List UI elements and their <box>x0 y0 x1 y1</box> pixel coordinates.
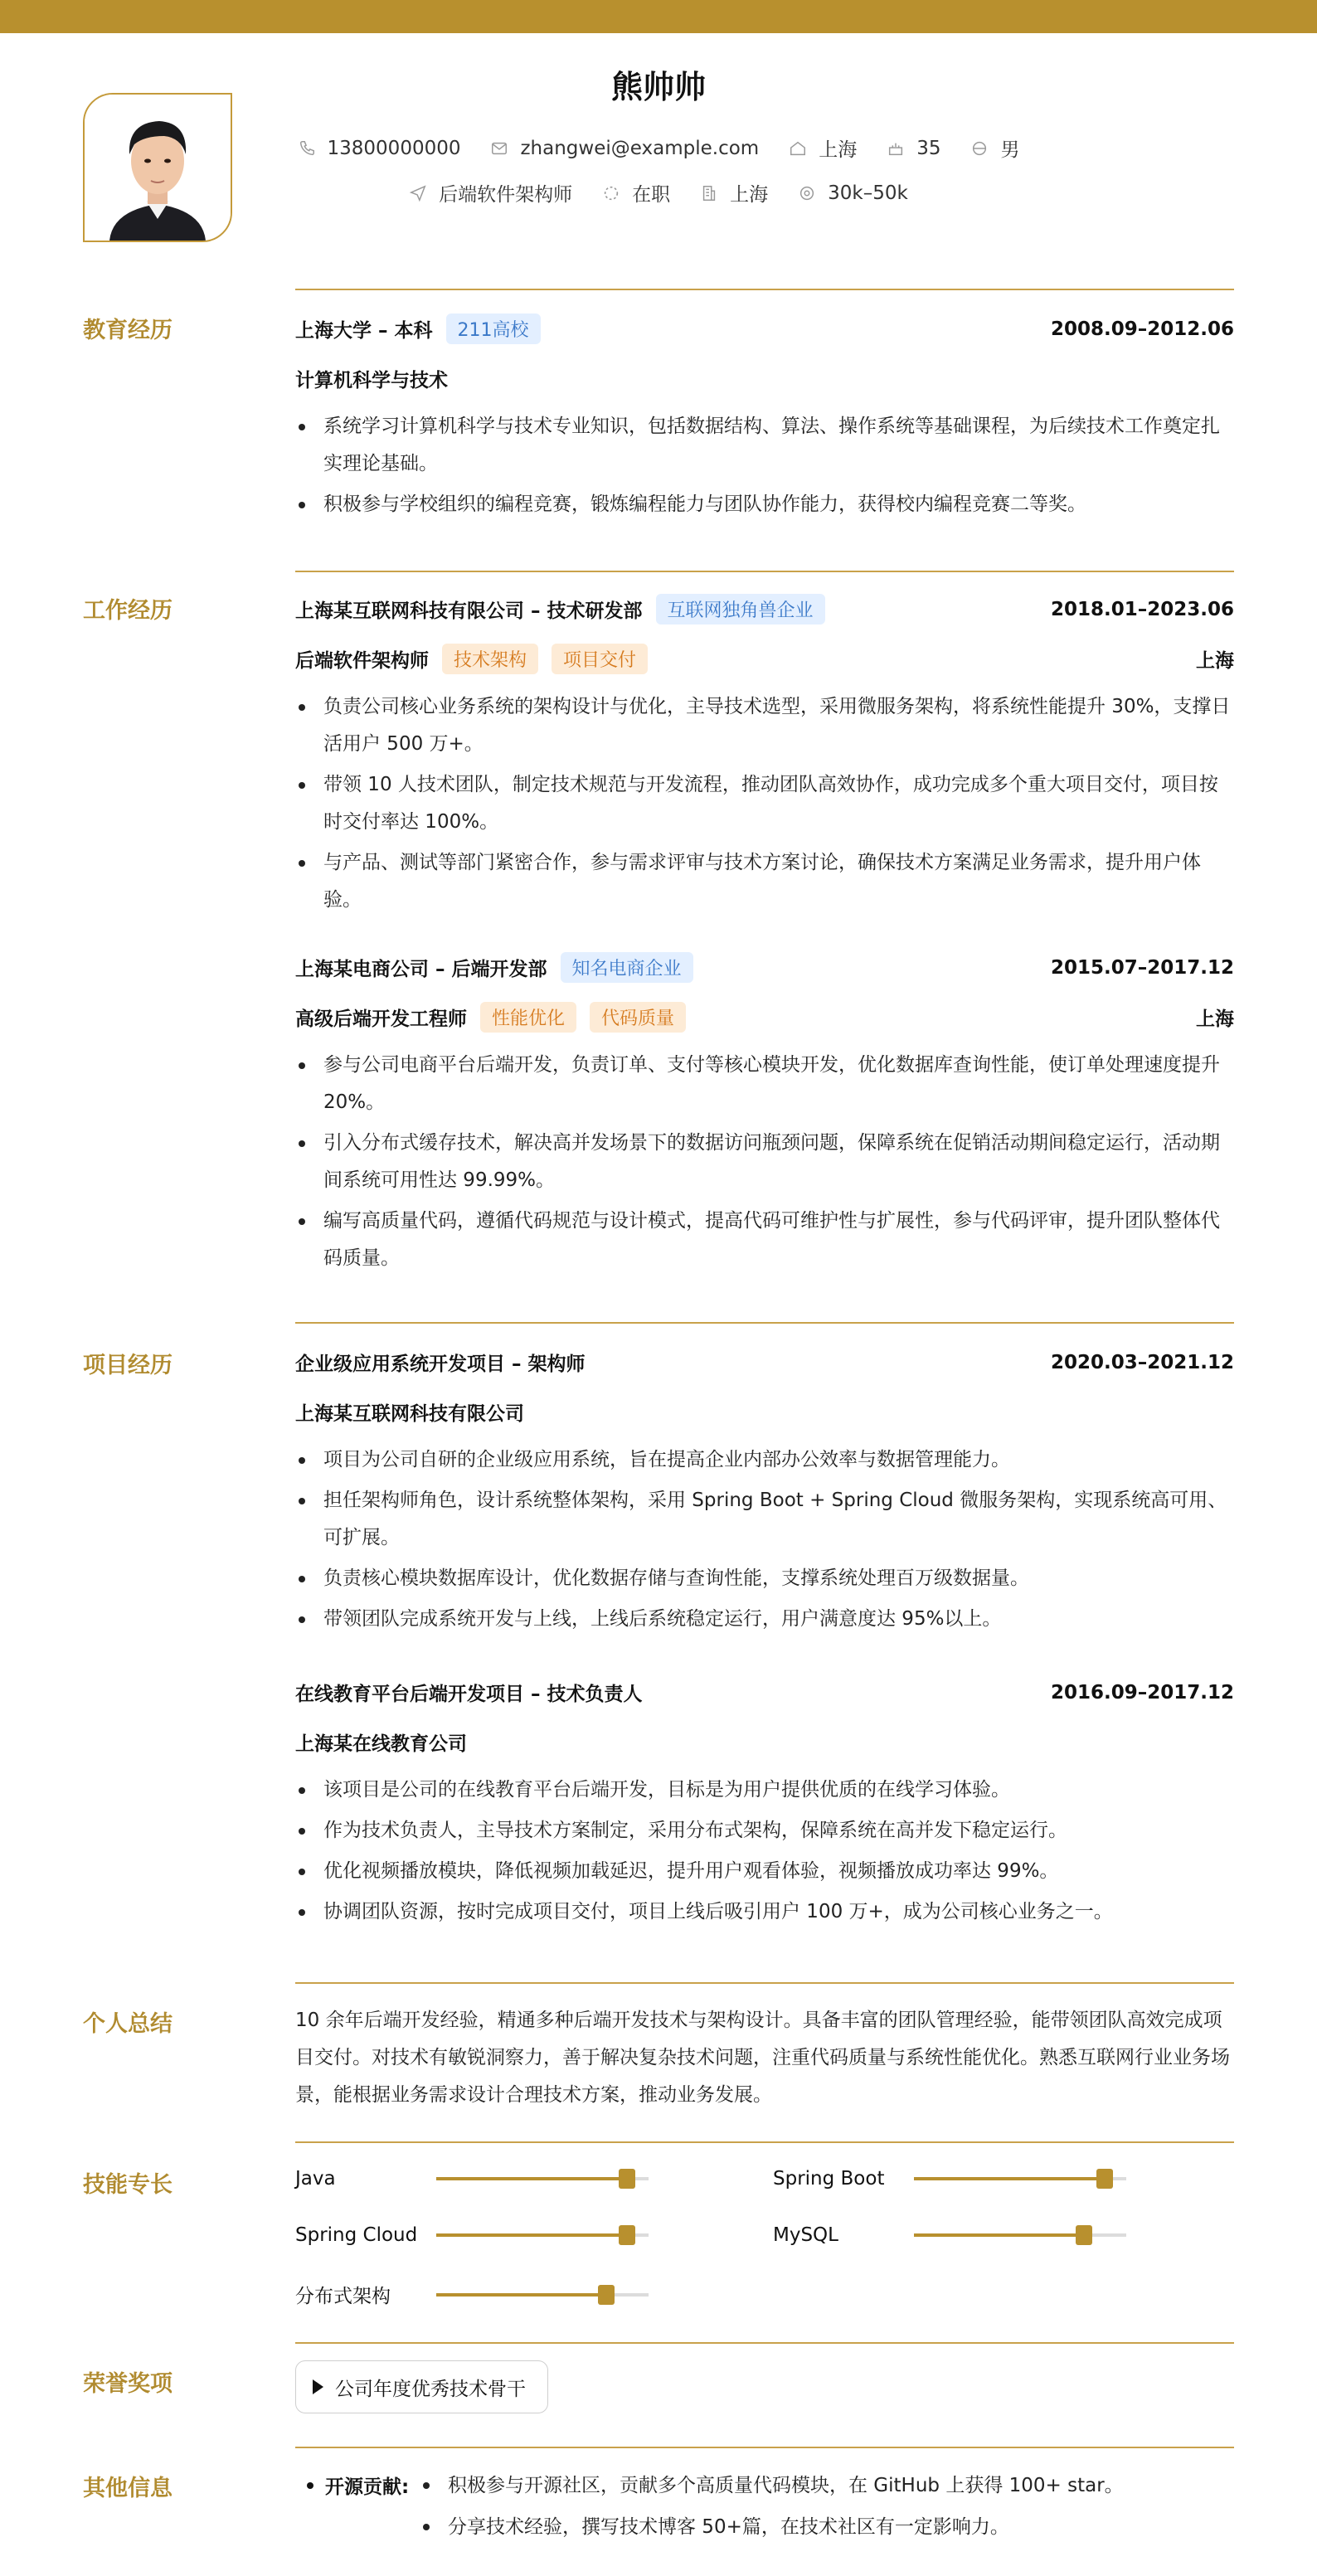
section-divider <box>295 571 1234 572</box>
job-header <box>295 594 1234 625</box>
other-bullets <box>420 2465 1232 2548</box>
award-text: 公司年度优秀技术骨干 <box>335 2378 526 2400</box>
skill-row <box>295 2168 649 2190</box>
company-name: 上海某互联网科技有限公司 – 技术研发部 <box>295 600 643 622</box>
skill-slider <box>436 2293 649 2297</box>
education-major-line <box>295 365 1234 392</box>
contact-row <box>0 134 1317 162</box>
gender-item <box>970 134 1019 162</box>
list-item: 负责公司核心业务系统的架构设计与优化，主导技术选型，采用微服务架构，将系统性能提升 30%，支撑日活用户 500 万+。 <box>295 688 1234 763</box>
list-item: 与产品、测试等部门紧密合作，参与需求评审与技术方案讨论，确保技术方案满足业务需求，提升用户体验。 <box>295 844 1234 919</box>
job-location: 上海 <box>1196 1009 1234 1030</box>
summary-text: 10 余年后端开发经验，精通多种后端开发技术与架构设计。具备丰富的团队管理经验，能带领团队高效完成项目交付。对技术有敏锐洞察力，善于解决复杂技术问题，注重代码质量与系统性能优化。熟悉互联网行业业务场景，能根据业务需求设计合理技术方案，推动业务发展。 <box>295 2010 1230 2106</box>
awards-title: 荣誉奖项 <box>83 2371 173 2397</box>
list-item: 该项目是公司的在线教育平台后端开发，目标是为用户提供优质的在线学习体验。 <box>295 1772 1234 1809</box>
play-icon <box>313 2379 323 2394</box>
skills-title: 技能专长 <box>83 2172 173 2198</box>
section-divider <box>295 289 1234 290</box>
cake-icon <box>887 139 905 158</box>
skill-row <box>295 2281 649 2308</box>
award-item-button[interactable] <box>295 2360 548 2413</box>
slider-knob <box>1076 2225 1092 2245</box>
skill-slider <box>436 2177 649 2180</box>
job-bullets <box>295 1047 1234 1281</box>
skill-row <box>295 2224 649 2246</box>
skill-name: Spring Cloud <box>295 2224 418 2246</box>
job-header <box>295 952 1234 983</box>
skill-slider <box>914 2177 1126 2180</box>
role-tag: 项目交付 <box>552 644 648 674</box>
summary-title: 个人总结 <box>83 2011 173 2037</box>
age-item <box>887 138 940 159</box>
gender-text: 男 <box>1000 139 1020 161</box>
project-name: 在线教育平台后端开发项目 – 技术负责人 <box>295 1684 643 1705</box>
status-item <box>602 179 670 207</box>
job-role: 后端软件架构师 <box>295 650 429 672</box>
other-label: 开源贡献: <box>325 2472 409 2499</box>
major: 计算机科学与技术 <box>295 370 448 391</box>
phone-icon <box>298 139 316 158</box>
project-bullets <box>295 1441 1234 1641</box>
email-item <box>490 138 759 159</box>
education-bullets <box>295 408 1234 527</box>
list-item: 负责核心模块数据库设计，优化数据存储与查询性能，支撑系统处理百万级数据量。 <box>295 1560 1234 1597</box>
salary-text: 30k–50k <box>828 182 908 204</box>
company-tag: 互联网独角兽企业 <box>656 594 825 625</box>
project-date: 2020.03–2021.12 <box>1050 1351 1234 1373</box>
list-item: 担任架构师角色，设计系统整体架构，采用 Spring Boot + Spring Cloud 微服务架构，实现系统高可用、可扩展。 <box>295 1482 1234 1557</box>
loading-icon <box>602 184 620 202</box>
role-tag: 技术架构 <box>442 644 538 674</box>
list-item: 编写高质量代码，遵循代码规范与设计模式，提高代码可维护性与扩展性，参与代码评审，提升团队整体代码质量。 <box>295 1203 1234 1277</box>
position-text: 后端软件架构师 <box>439 184 573 206</box>
status-text: 在职 <box>632 184 671 206</box>
city-item <box>789 134 857 162</box>
job-role-line <box>295 1002 1234 1033</box>
school-name: 上海大学 – 本科 <box>295 320 433 342</box>
job-date: 2015.07–2017.12 <box>1050 956 1234 979</box>
gender-icon <box>970 139 989 158</box>
role-tag: 代码质量 <box>590 1002 686 1033</box>
project-header <box>295 1679 1234 1706</box>
list-item: 引入分布式缓存技术，解决高并发场景下的数据访问瓶颈问题，保障系统在促销活动期间稳定运行，活动期间系统可用性达 99.99%。 <box>295 1125 1234 1199</box>
skill-name: Java <box>295 2168 336 2190</box>
list-item: 带领团队完成系统开发与上线，上线后系统稳定运行，用户满意度达 95%以上。 <box>295 1601 1234 1638</box>
project-org-line <box>295 1728 1234 1756</box>
skill-row <box>773 2224 1126 2246</box>
projects-title: 项目经历 <box>83 1353 173 1378</box>
skill-name: Spring Boot <box>773 2168 885 2190</box>
work-title: 工作经历 <box>83 598 173 624</box>
list-item: 优化视频播放模块，降低视频加载延迟，提升用户观看体验，视频播放成功率达 99%。 <box>295 1853 1234 1890</box>
education-header <box>295 313 1234 344</box>
phone-text: 13800000000 <box>327 137 461 159</box>
city-text: 上海 <box>819 139 858 161</box>
target-city-text: 上海 <box>730 184 769 206</box>
project-bullets <box>295 1772 1234 1934</box>
skill-slider <box>914 2233 1126 2237</box>
section-divider <box>295 1982 1234 1984</box>
school-tag: 211高校 <box>446 313 541 344</box>
job-date: 2018.01–2023.06 <box>1050 598 1234 620</box>
skill-row <box>773 2168 1126 2190</box>
section-divider <box>295 2447 1234 2448</box>
job-location: 上海 <box>1196 650 1234 672</box>
target-city-item <box>700 179 768 207</box>
age-text: 35 <box>916 137 941 159</box>
slider-knob <box>619 2225 635 2245</box>
company-tag: 知名电商企业 <box>561 952 693 983</box>
email-text: zhangwei@example.com <box>520 137 760 159</box>
company-name: 上海某电商公司 – 后端开发部 <box>295 959 547 980</box>
slider-knob <box>619 2169 635 2189</box>
top-accent-bar <box>0 0 1317 33</box>
list-item: 积极参与开源社区，贡献多个高质量代码模块，在 GitHub 上获得 100+ star。 <box>420 2465 1232 2506</box>
job-intent-row <box>0 179 1317 207</box>
project-name: 企业级应用系统开发项目 – 架构师 <box>295 1354 586 1375</box>
list-item: 积极参与学校组织的编程竞赛，锻炼编程能力与团队协作能力，获得校内编程竞赛二等奖。 <box>295 486 1234 523</box>
list-item: 系统学习计算机科学与技术专业知识，包括数据结构、算法、操作系统等基础课程，为后续技术工作奠定扎实理论基础。 <box>295 408 1234 483</box>
project-org-line <box>295 1398 1234 1426</box>
home-icon <box>789 139 807 158</box>
section-divider <box>295 1322 1234 1324</box>
project-date: 2016.09–2017.12 <box>1050 1681 1234 1704</box>
section-divider <box>295 2141 1234 2143</box>
list-item: 带领 10 人技术团队，制定技术规范与开发流程，推动团队高效协作，成功完成多个重大项目交付，项目按时交付率达 100%。 <box>295 766 1234 841</box>
coin-icon <box>798 184 816 202</box>
education-date: 2008.09–2012.06 <box>1050 318 1234 340</box>
section-divider <box>295 2342 1234 2344</box>
skill-name: 分布式架构 <box>295 2286 391 2307</box>
list-item: 协调团队资源，按时完成项目交付，项目上线后吸引用户 100 万+，成为公司核心业务之一。 <box>295 1893 1234 1931</box>
candidate-name: 熊帅帅 <box>610 69 706 105</box>
slider-knob <box>598 2285 615 2305</box>
position-item <box>409 179 572 207</box>
list-item: 作为技术负责人，主导技术方案制定，采用分布式架构，保障系统在高并发下稳定运行。 <box>295 1812 1234 1849</box>
skill-slider <box>436 2233 649 2237</box>
salary-item <box>798 182 908 204</box>
job-role-line <box>295 644 1234 674</box>
project-org: 上海某互联网科技有限公司 <box>295 1403 524 1425</box>
building-icon <box>700 184 718 202</box>
role-tag: 性能优化 <box>480 1002 576 1033</box>
paper-plane-icon <box>409 184 427 202</box>
other-title: 其他信息 <box>83 2476 173 2501</box>
education-title: 教育经历 <box>83 318 173 343</box>
list-item: 项目为公司自研的企业级应用系统，旨在提高企业内部办公效率与数据管理能力。 <box>295 1441 1234 1479</box>
job-role: 高级后端开发工程师 <box>295 1009 467 1030</box>
mail-icon <box>490 139 508 158</box>
slider-knob <box>1096 2169 1113 2189</box>
project-header <box>295 1349 1234 1376</box>
list-item: 参与公司电商平台后端开发，负责订单、支付等核心模块开发，优化数据库查询性能，使订单处理速度提升 20%。 <box>295 1047 1234 1121</box>
phone-item <box>298 138 461 159</box>
project-org: 上海某在线教育公司 <box>295 1733 467 1755</box>
list-item: 分享技术经验，撰写技术博客 50+篇，在技术社区有一定影响力。 <box>420 2506 1232 2548</box>
job-bullets <box>295 688 1234 922</box>
skill-name: MySQL <box>773 2224 838 2246</box>
avatar <box>83 93 232 242</box>
